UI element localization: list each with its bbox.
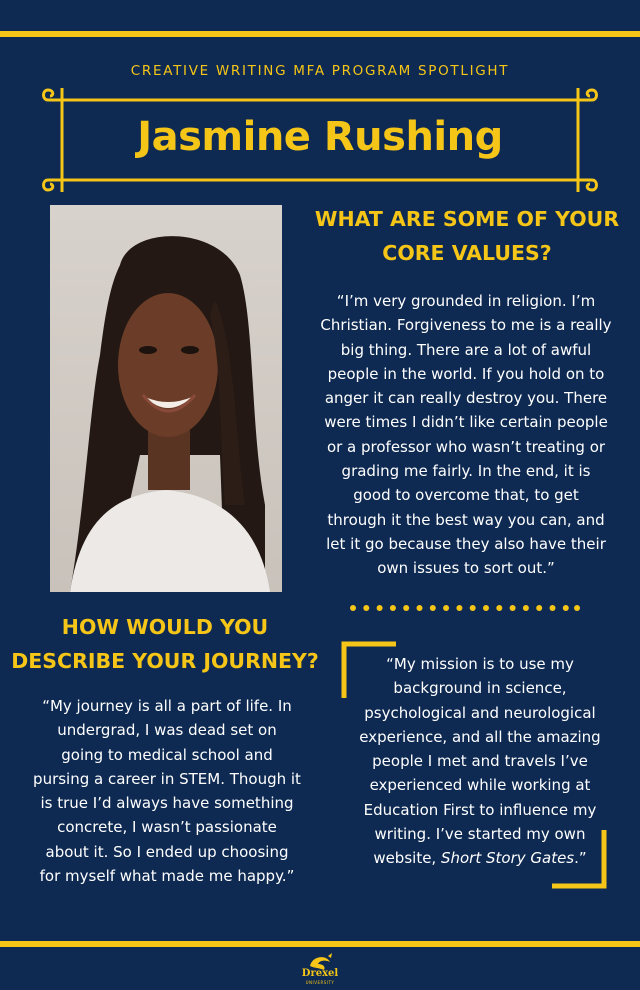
dotted-divider [348, 601, 582, 615]
journey-heading: HOW WOULD YOU DESCRIBE YOUR JOURNEY? [11, 615, 319, 673]
website-name: Short Story Gates [440, 849, 575, 868]
program-kicker: CREATIVE WRITING MFA PROGRAM SPOTLIGHT [130, 63, 510, 79]
values-heading: WHAT ARE SOME OF YOUR CORE VALUES? [314, 207, 620, 265]
logo-wordmark: Drexel [301, 968, 339, 979]
title-frame [42, 86, 598, 194]
mission-last-line: website, Short Story Gates.” [373, 849, 587, 868]
journey-quote: “My journey is all a part of life. In undergrad, I was dead set on going to medical school and pursing a career in STEM. Though it is true I’d always have something concrete, I wasn’t passionate about it. So I ended up choosing for myself what made me happy.” [33, 697, 301, 886]
top-stripe [0, 31, 640, 37]
page-title: Jasmine Rushing [137, 114, 503, 160]
logo-subtext: UNIVERSITY [305, 980, 335, 985]
drexel-logo [296, 952, 344, 986]
mission-quote: “My mission is to use my background in science, psychological and neurological experience, and all the amazing people I met and travels I’ve experienced while working at Education First to influence my writing. I’ve started my own website, Short Story Gates.” [330, 652, 630, 871]
quote-bracket-bottom-right [548, 830, 608, 890]
portrait-photo [50, 205, 282, 592]
bottom-stripe [0, 941, 640, 947]
values-quote: “I’m very grounded in religion. I’m Christian. Forgiveness to me is a really big thing. There are a lot of awful people in the world. If you hold on to anger it can really destroy you. There were times I didn’t like certain people or a professor who wasn’t treating or grading me fairly. In the end, it is good to overcome that, to get through it the best way you can, and let it go because they also have their own issues to sort out.” [320, 292, 612, 578]
